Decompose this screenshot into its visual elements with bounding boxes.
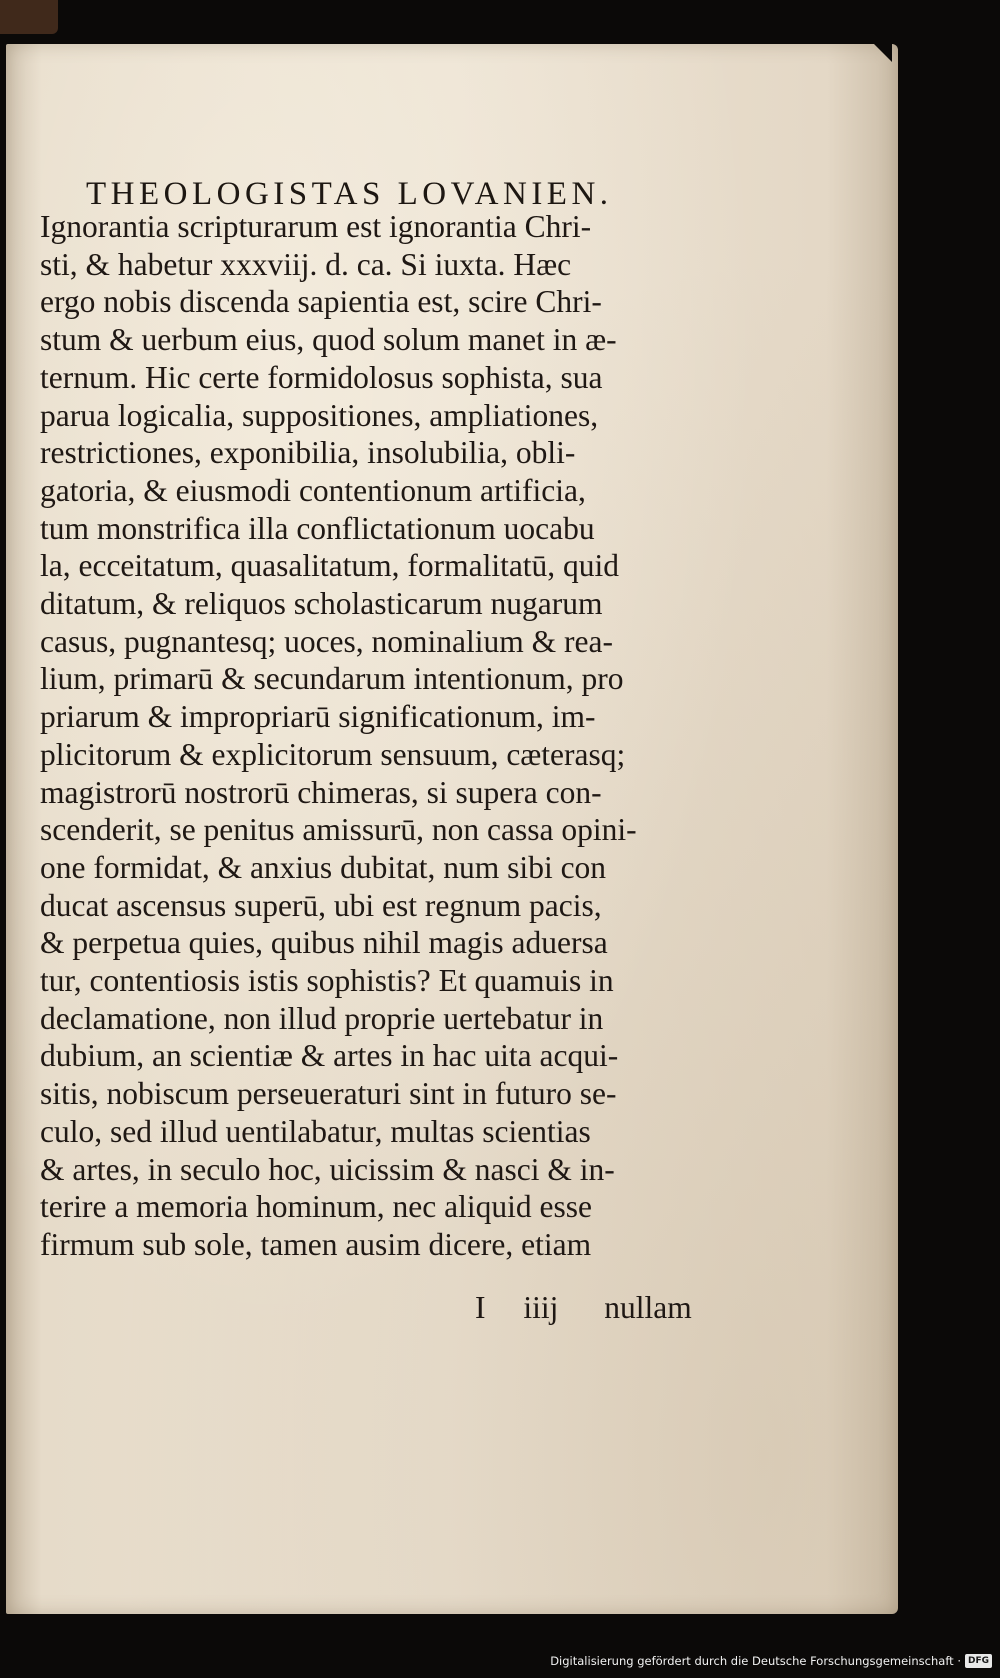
footer-credit: Digitalisierung gefördert durch die Deutsche Forschungsgemeinschaft · (550, 1654, 961, 1668)
dfg-logo: DFG (965, 1654, 992, 1668)
binding-edge (0, 0, 58, 34)
catchline (475, 1290, 692, 1326)
text-line: parua logicalia, suppositiones, ampliationes, (40, 397, 599, 433)
signature-number: iiij (523, 1290, 559, 1325)
text-line: stum & uerbum eius, quod solum manet in æ- (40, 322, 617, 358)
text-line: Ignorantia scripturarum est ignorantia Chri- (40, 209, 592, 244)
text-line: priarum & impropriarū significationum, im- (40, 699, 596, 735)
catchword: nullam (604, 1290, 692, 1325)
text-line: sti, & habetur xxxviij. d. ca. Si iuxta. Hæc (40, 246, 572, 282)
page-corner (874, 44, 892, 62)
text-line: restrictiones, exponibilia, insolubilia, obli- (40, 435, 576, 471)
text-line: firmum sub sole, tamen ausim dicere, etiam (40, 1226, 592, 1262)
text-line: casus, pugnantesq; uoces, nominalium & rea- (40, 623, 613, 659)
text-line: la, ecceitatum, quasalitatum, formalitatū, quid (40, 548, 620, 584)
text-line: terire a memoria hominum, nec aliquid esse (40, 1189, 592, 1225)
text-line: ducat ascensus superū, ubi est regnum pacis, (40, 887, 602, 923)
signature-mark: I (475, 1290, 486, 1325)
running-head: THEOLOGISTAS LOVANIEN. (86, 176, 613, 212)
text-line: lium, primarū & secundarum intentionum, pro (40, 661, 624, 697)
text-line: ergo nobis discenda sapientia est, scire Chri- (40, 284, 602, 320)
text-line: one formidat, & anxius dubitat, num sibi con (40, 849, 607, 885)
text-line: plicitorum & explicitorum sensuum, cæterasq; (40, 736, 626, 772)
text-line: & artes, in seculo hoc, uicissim & nasci & in- (40, 1151, 615, 1187)
text-line: declamatione, non illud proprie uertebatur in (40, 1000, 604, 1036)
text-line: gatoria, & eiusmodi contentionum artificia, (40, 472, 586, 508)
text-line: & perpetua quies, quibus nihil magis aduersa (40, 925, 608, 961)
text-line: sitis, nobiscum perseueraturi sint in futuro se- (40, 1076, 617, 1112)
digitization-footer (550, 1650, 992, 1672)
text-line: magistrorū nostrorū chimeras, si supera con- (40, 774, 602, 810)
text-line: scenderit, se penitus amissurū, non cassa opini- (40, 812, 637, 848)
text-line: ternum. Hic certe formidolosus sophista, sua (40, 359, 603, 395)
text-line: ditatum, & reliquos scholasticarum nugarum (40, 586, 603, 622)
text-line: tur, contentiosis istis sophistis? Et quamuis in (40, 963, 614, 999)
text-line: tum monstrifica illa conflictationum uocabu (40, 510, 595, 546)
body-text (40, 208, 740, 1264)
text-line: culo, sed illud uentilabatur, multas scientias (40, 1113, 591, 1149)
text-line: dubium, an scientiæ & artes in hac uita acqui- (40, 1038, 619, 1074)
